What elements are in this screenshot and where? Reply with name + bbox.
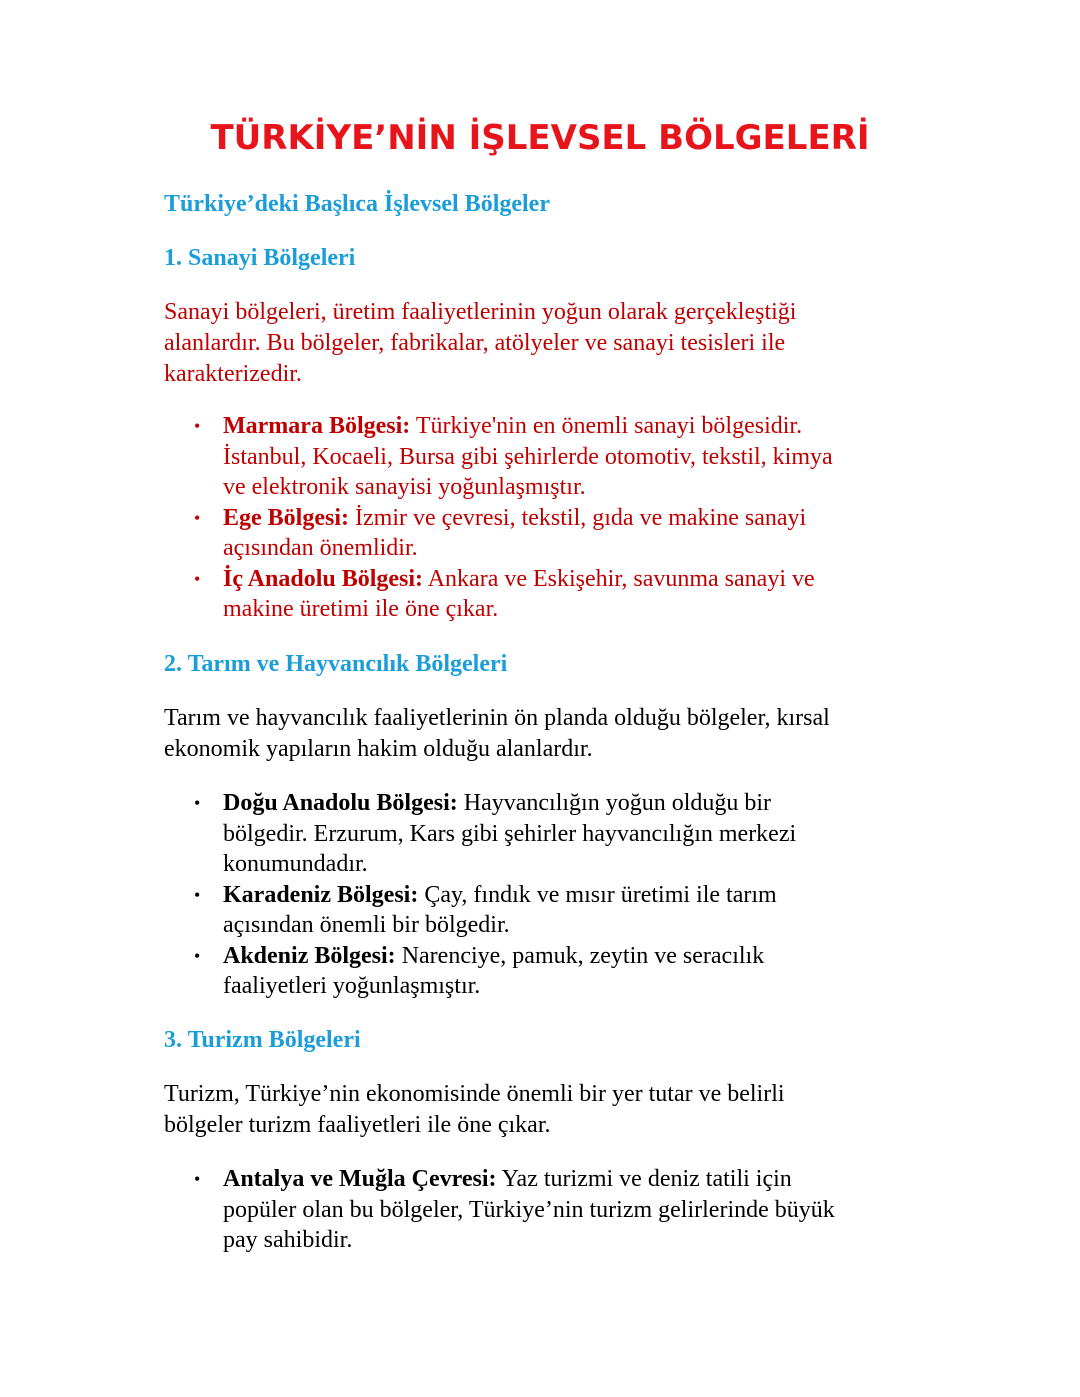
list-item: • Marmara Bölgesi: Türkiye'nin en önemli sanayi bölgesidir. İstanbul, Kocaeli, Bursa gibi şehirlerde otomotiv, tekstil, kimya ve elektronik sanayisi yoğunlaşmıştır.	[194, 413, 833, 500]
bullet-icon: •	[194, 1169, 201, 1189]
bullet-icon: •	[194, 945, 201, 966]
list-item: • Ege Bölgesi: İzmir ve çevresi, tekstil, gıda ve makine sanayi açısından önemlidir.	[194, 504, 807, 561]
section-heading-tarim: 2. Tarım ve Hayvancılık Bölgeleri	[164, 651, 508, 677]
list-item: • Karadeniz Bölgesi: Çay, fındık ve mısır üretimi ile tarım açısından önemli bir bölgedir.	[194, 881, 777, 938]
list-item-label: Ege Bölgesi:	[223, 504, 349, 531]
section-paragraph-sanayi: Sanayi bölgeleri, üretim faaliyetlerinin yoğun olarak gerçekleştiği alanlardır. Bu bölgeler, fabrikalar, atölyeler ve sanayi tesisleri ile karakterizedir.	[164, 299, 797, 387]
list-item-label: Antalya ve Muğla Çevresi:	[223, 1166, 497, 1192]
bullet-icon: •	[194, 507, 201, 528]
bullet-icon: •	[194, 416, 201, 436]
list-item: • Antalya ve Muğla Çevresi: Yaz turizmi ve deniz tatili için popüler olan bu bölgeler, Türkiye’nin turizm gelirlerinde büyük pay sahibidir.	[194, 1166, 835, 1253]
section-list-sanayi	[164, 411, 924, 625]
list-item: • Doğu Anadolu Bölgesi: Hayvancılığın yoğun olduğu bir bölgedir. Erzurum, Kars gibi şehirler hayvancılığın merkezi konumundadır.	[194, 790, 797, 877]
list-item: • İç Anadolu Bölgesi: Ankara ve Eskişehir, savunma sanayi ve makine üretimi ile öne çıkar.	[194, 565, 815, 622]
bullet-icon: •	[194, 793, 201, 813]
section-paragraph-turizm: Turizm, Türkiye’nin ekonomisinde önemli bir yer tutar ve belirli bölgeler turizm faaliyetleri ile öne çıkar.	[164, 1081, 785, 1138]
section-list-tarim	[164, 788, 924, 1002]
list-item-label: Marmara Bölgesi:	[223, 413, 411, 439]
section-heading-turizm: 3. Turizm Bölgeleri	[164, 1027, 361, 1053]
bullet-icon: •	[194, 568, 201, 589]
section-list-turizm	[164, 1164, 924, 1256]
list-item-label: İç Anadolu Bölgesi:	[223, 565, 424, 592]
list-item-label: Akdeniz Bölgesi:	[223, 942, 396, 969]
list-item-label: Karadeniz Bölgesi:	[223, 881, 419, 908]
section-heading-sanayi: 1. Sanayi Bölgeleri	[164, 245, 356, 271]
page-title: TÜRKİYE’NİN İŞLEVSEL BÖLGELERİ	[210, 118, 870, 158]
subtitle: Türkiye’deki Başlıca İşlevsel Bölgeler	[164, 191, 550, 217]
list-item-label: Doğu Anadolu Bölgesi:	[223, 790, 458, 816]
bullet-icon: •	[194, 884, 201, 905]
list-item: • Akdeniz Bölgesi: Narenciye, pamuk, zeytin ve seracılık faaliyetleri yoğunlaşmıştır.	[194, 942, 765, 999]
section-paragraph-tarim: Tarım ve hayvancılık faaliyetlerinin ön planda olduğu bölgeler, kırsal ekonomik yapıların hakim olduğu alanlardır.	[164, 705, 830, 762]
